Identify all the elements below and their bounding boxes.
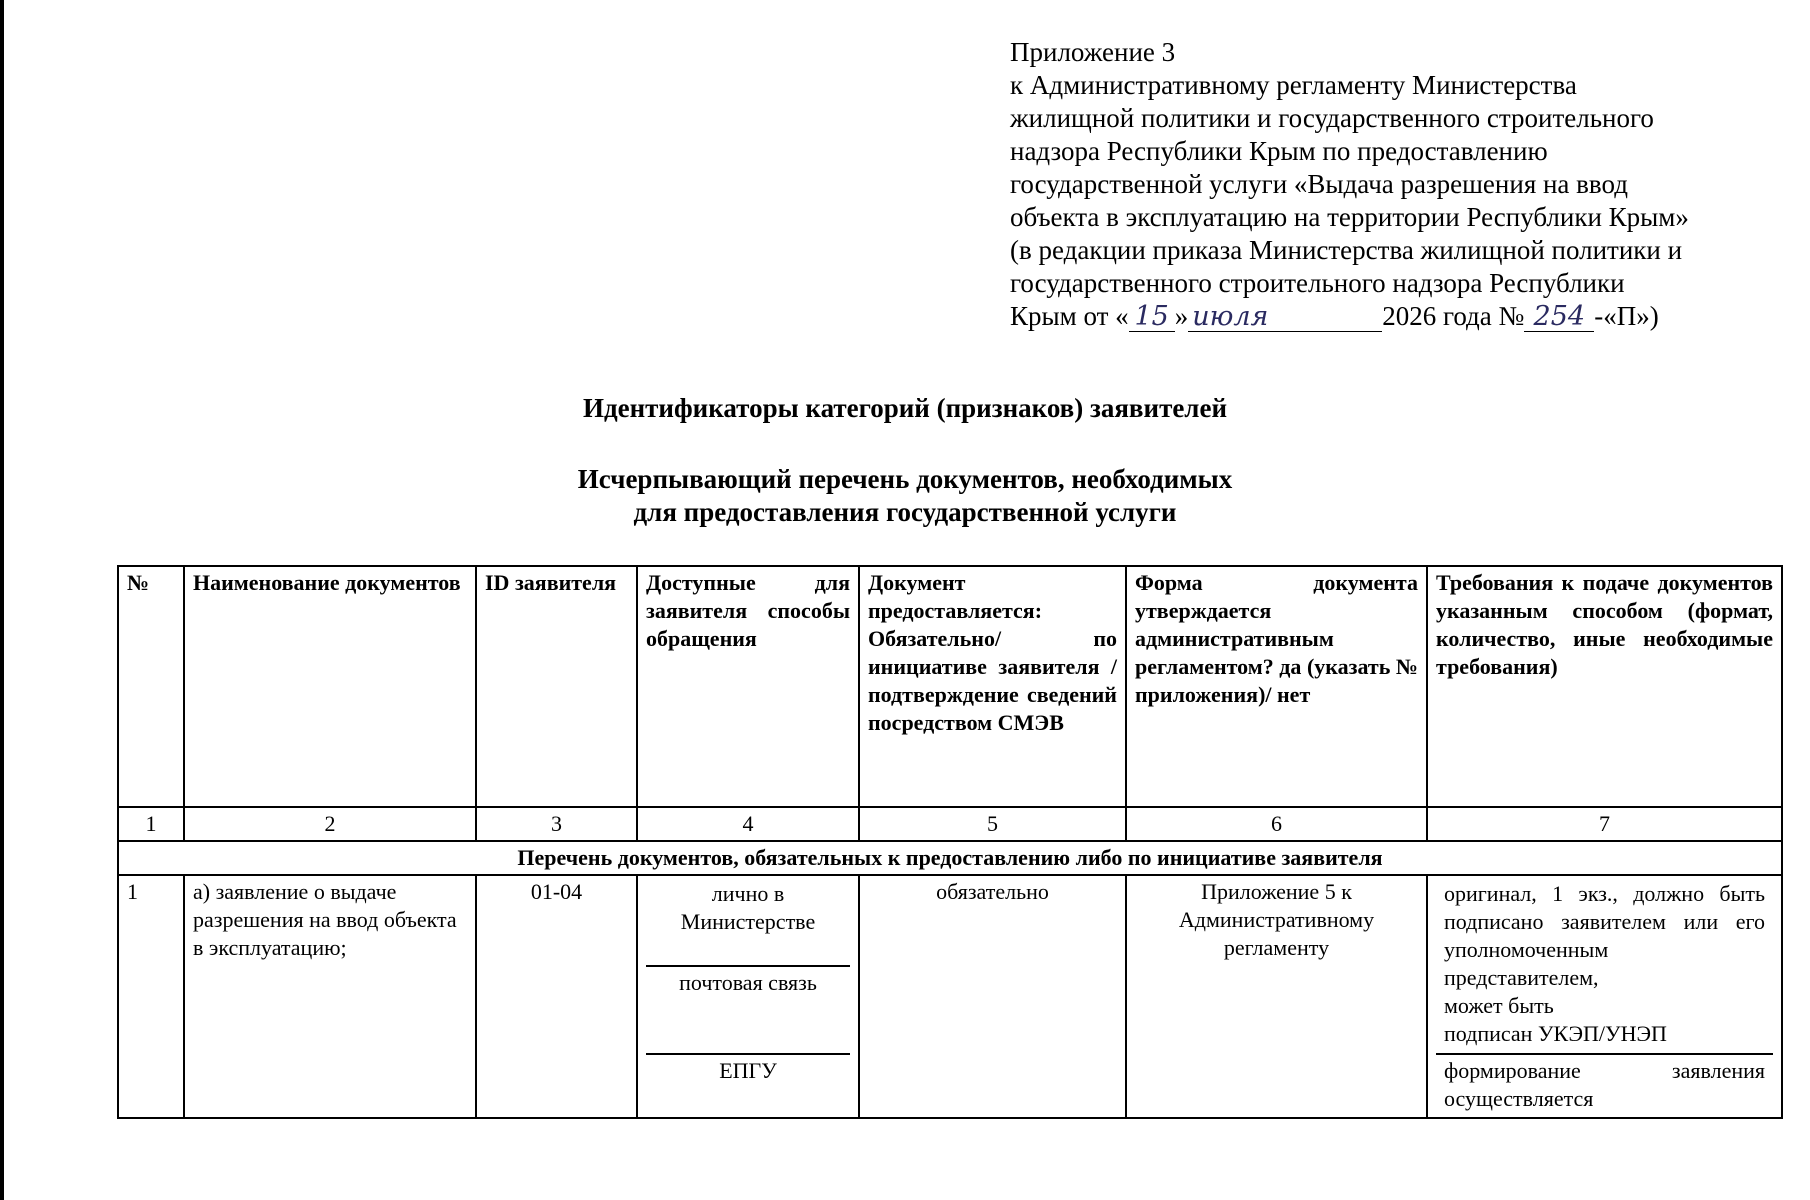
- header-cell: Доступные для заявителя способы обращения: [637, 566, 859, 807]
- document-name: а) заявление о выдаче разрешения на ввод объекта в эксплуатацию;: [184, 875, 476, 1118]
- requirements-main: [1436, 878, 1773, 1055]
- title-documents-line-1: Исчерпывающий перечень документов, необходимых: [577, 464, 1233, 494]
- header-cell: Форма документа утверждается административным регламентом? да (указать № приложения)/ нет: [1126, 566, 1427, 807]
- column-number: 5: [859, 807, 1126, 841]
- applicant-id: 01-04: [476, 875, 637, 1118]
- date-suffix: -«П»): [1594, 301, 1659, 331]
- date-mid: »: [1174, 301, 1189, 331]
- title-identifiers: Идентификаторы категорий (признаков) заявителей: [582, 393, 1228, 423]
- appendix-line: (в редакции приказа Министерства жилищной политики и: [1010, 235, 1683, 265]
- appendix-date-line: [1010, 300, 1800, 333]
- appendix-line: Приложение 3: [1010, 37, 1176, 67]
- appendix-line: государственного строительного надзора Республики: [1010, 268, 1625, 298]
- requirements-text: оригинал, 1 экз., должно быть подписано заявителем или его уполномоченным представителем,: [1444, 881, 1765, 990]
- date-year: 2026 года №: [1382, 301, 1525, 331]
- method-in-person: лично в Министерстве: [646, 878, 850, 967]
- appendix-line: объекта в эксплуатацию на территории Республики Крым»: [1010, 202, 1689, 232]
- methods-cell: [637, 875, 859, 1118]
- row-number: 1: [118, 875, 184, 1118]
- column-number: 7: [1427, 807, 1782, 841]
- method-epgu: ЕПГУ: [719, 1058, 777, 1083]
- requirements-text: может быть: [1444, 993, 1554, 1018]
- appendix-line: государственной услуги «Выдача разрешения на ввод: [1010, 169, 1628, 199]
- requirements-text: подписан УКЭП/УНЭП: [1444, 1021, 1667, 1046]
- header-cell: ID заявителя: [476, 566, 637, 807]
- method-post: почтовая связь: [646, 967, 850, 1055]
- page-left-border: [0, 0, 4, 1200]
- column-number: 4: [637, 807, 859, 841]
- table-header-row: [118, 566, 1782, 807]
- requirements-epgu: формирование заявления осуществляется: [1444, 1058, 1765, 1111]
- header-cell: Требования к подаче документов указанным способом (формат, количество, иные необходимые требования): [1427, 566, 1782, 807]
- appendix-line: надзора Республики Крым по предоставлению: [1010, 136, 1548, 166]
- appendix-header: [1010, 36, 1800, 333]
- form-cell: Приложение 5 к Административному регламенту: [1126, 875, 1427, 1118]
- column-number-row: [118, 807, 1782, 841]
- handwritten-day: 15: [1129, 303, 1175, 332]
- section-row: [118, 841, 1782, 875]
- requirements-cell: [1427, 875, 1782, 1118]
- header-cell: №: [118, 566, 184, 807]
- date-prefix: Крым от «: [1010, 301, 1129, 331]
- column-number: 3: [476, 807, 637, 841]
- handwritten-number: 254: [1524, 303, 1594, 332]
- appendix-line: к Административному регламенту Министерства: [1010, 70, 1577, 100]
- title-documents-line-2: для предоставления государственной услуги: [633, 497, 1177, 527]
- column-number: 6: [1126, 807, 1427, 841]
- column-number: 2: [184, 807, 476, 841]
- header-cell: Документ предоставляется: Обязательно/ по инициативе заявителя /подтверждение сведений посредством СМЭВ: [859, 566, 1126, 807]
- appendix-line: жилищной политики и государственного строительного: [1010, 103, 1654, 133]
- mandatory-cell: обязательно: [859, 875, 1126, 1118]
- table-row: [118, 875, 1782, 1118]
- section-title: Перечень документов, обязательных к предоставлению либо по инициативе заявителя: [118, 841, 1782, 875]
- handwritten-month: июля: [1188, 303, 1382, 332]
- documents-table: [117, 565, 1783, 1119]
- column-number: 1: [118, 807, 184, 841]
- header-cell: Наименование документов: [184, 566, 476, 807]
